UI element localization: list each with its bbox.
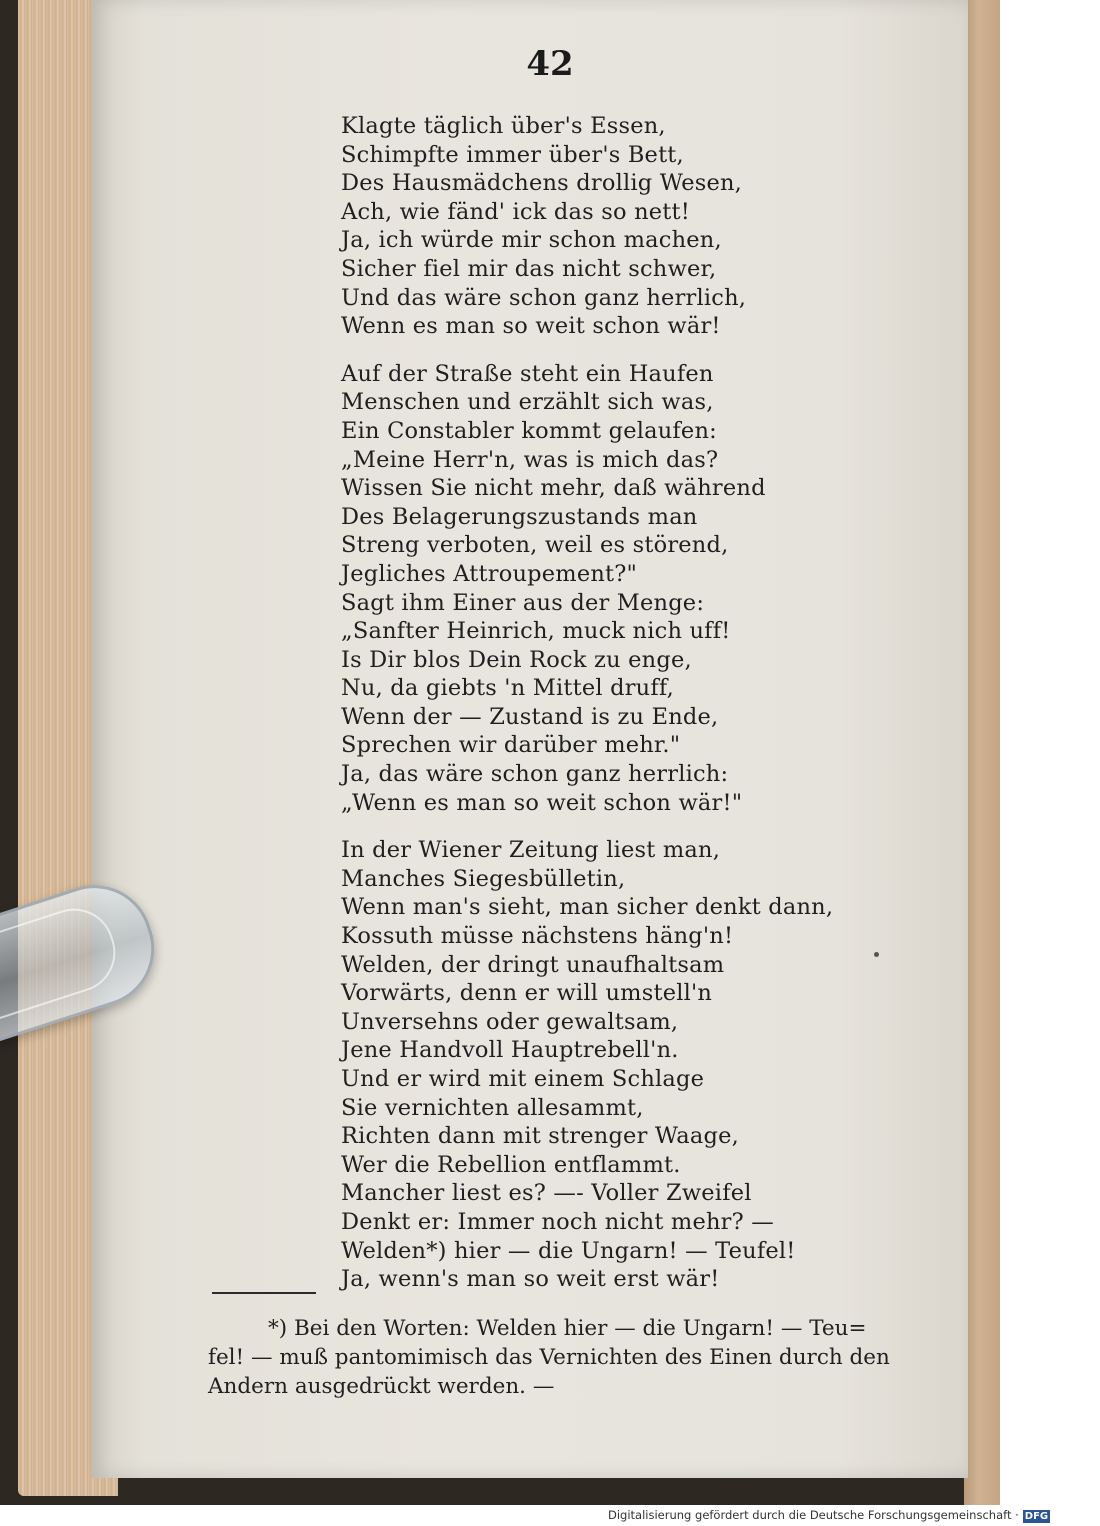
footnote-line: *) Bei den Worten: Welden hier — die Ungarn! — Teu= [268,1316,867,1341]
poem-line: Ja, das wäre schon ganz herrlich: [341,761,729,788]
poem-line: Sagt ihm Einer aus der Menge: [341,589,705,616]
poem-line: Ein Constabler kommt gelaufen: [341,417,717,444]
footnote-divider [212,1292,316,1294]
poem-line: Sicher fiel mir das nicht schwer, [341,255,717,282]
poem-line: Kossuth müsse nächstens häng'n! [341,923,734,950]
stanza-3 [341,836,941,1294]
poem-line: Klagte täglich über's Essen, [341,113,666,139]
poem-line: Is Dir blos Dein Rock zu enge, [341,646,692,673]
dfg-logo: DFG [1024,1511,1049,1522]
poem [341,112,941,1313]
footnote-line: fel! — muß pantomimisch das Vernichten des Einen durch den [208,1345,890,1370]
poem-line: Sprechen wir darüber mehr." [341,732,681,759]
poem-line: Auf der Straße steht ein Haufen [341,360,714,387]
poem-line: Des Hausmädchens drollig Wesen, [341,170,743,197]
poem-line: Richten dann mit strenger Waage, [341,1123,739,1150]
poem-line: Wenn der — Zustand is zu Ende, [341,703,719,730]
footnote [208,1314,908,1401]
poem-line: Ja, ich würde mir schon machen, [341,227,722,254]
poem-line: Ja, wenn's man so weit erst wär! [341,1266,720,1293]
facing-page-edge [964,0,1000,1505]
digitization-credit [608,1508,1049,1523]
poem-line: „Sanfter Heinrich, muck nich uff! [341,618,731,645]
poem-line: „Meine Herr'n, was is mich das? [341,446,719,473]
poem-line: Wer die Rebellion entflammt. [341,1151,681,1178]
poem-line: Unversehns oder gewaltsam, [341,1008,679,1035]
poem-line: Welden, der dringt unaufhaltsam [341,951,725,978]
poem-line: In der Wiener Zeitung liest man, [341,837,721,864]
footnote-line: Andern ausgedrückt werden. — [208,1374,555,1399]
poem-line: Jene Handvoll Hauptrebell'n. [341,1037,679,1064]
poem-line: Vorwärts, denn er will umstell'n [341,980,713,1007]
paper-spot [874,952,879,957]
poem-line: Denkt er: Immer noch nicht mehr? — [341,1208,774,1235]
stanza-2 [341,360,941,818]
poem-line: Welden*) hier — die Ungarn! — Teufel! [341,1237,796,1264]
poem-line: Und das wäre schon ganz herrlich, [341,284,747,311]
stanza-1 [341,112,941,341]
poem-line: Und er wird mit einem Schlage [341,1066,705,1092]
poem-line: Menschen und erzählt sich was, [341,389,714,416]
poem-line: Sie vernichten allesammt, [341,1094,644,1121]
poem-line: „Wenn es man so weit schon wär!" [341,789,743,816]
poem-line: Mancher liest es? —- Voller Zweifel [341,1180,752,1207]
poem-line: Schimpfte immer über's Bett, [341,141,684,168]
poem-line: Wissen Sie nicht mehr, daß während [341,475,766,502]
poem-line: Manches Siegesbülletin, [341,865,626,892]
poem-line: Wenn es man so weit schon wär! [341,313,721,340]
credit-text: Digitalisierung gefördert durch die Deutsche Forschungsgemeinschaft · [608,1508,1019,1522]
poem-line: Streng verboten, weil es störend, [341,532,729,559]
poem-line: Jegliches Attroupement?" [341,560,638,587]
poem-line: Des Belagerungszustands man [341,503,698,530]
poem-line: Ach, wie fänd' ick das so nett! [341,198,691,225]
page-number: 42 [526,44,574,84]
poem-line: Nu, da giebts 'n Mittel druff, [341,675,674,702]
poem-line: Wenn man's sieht, man sicher denkt dann, [341,894,834,921]
